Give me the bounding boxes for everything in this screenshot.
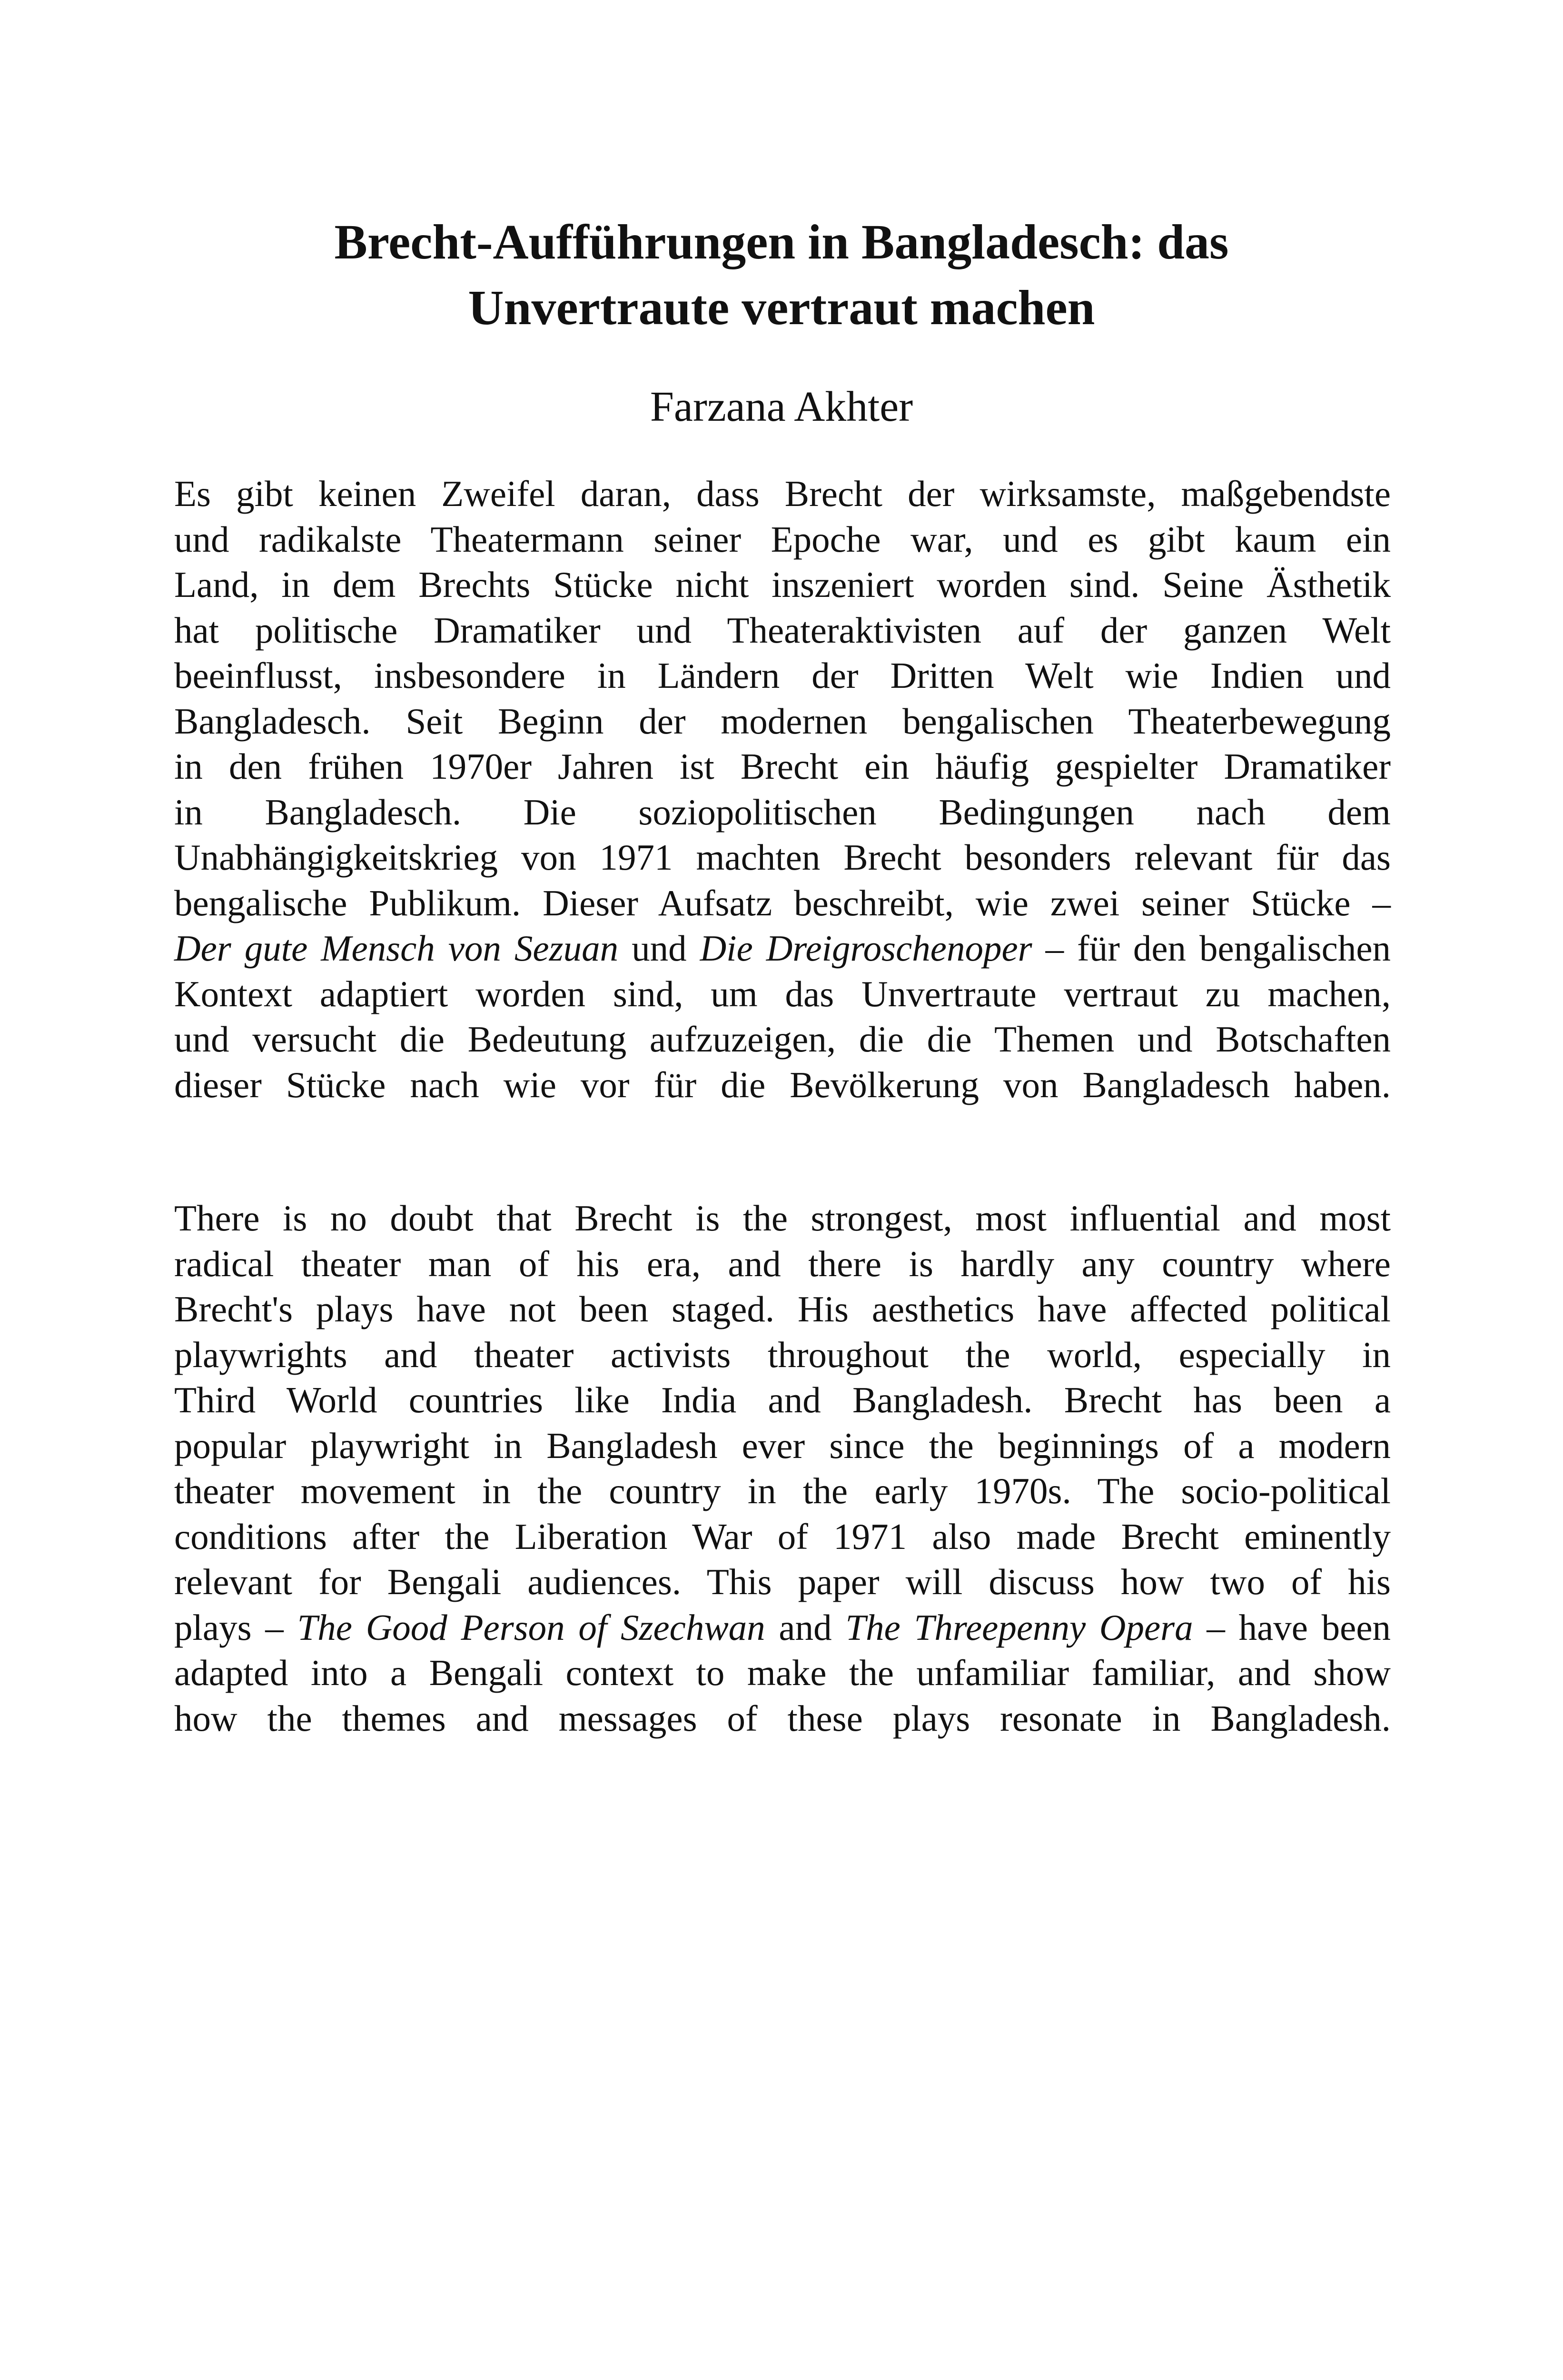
play-title: The Good Person of Szechwan (297, 1606, 765, 1648)
abstract-line: Kontext adaptiert worden sind, um das Unvertraute vertraut zu machen, (174, 973, 1391, 1014)
abstract-line: radical theater man of his era, and there is hardly any country where (174, 1243, 1391, 1284)
abstract-line: Bangladesch. Seit Beginn der modernen bengalischen Theaterbewegung (174, 700, 1391, 742)
word: dem (1327, 791, 1391, 833)
text-fragment: und (618, 928, 700, 969)
author-name: Farzana Akhter (650, 383, 913, 430)
abstract-line: in den frühen 1970er Jahren ist Brecht ein häufig gespielter Dramatiker (174, 746, 1391, 787)
abstract-line (174, 790, 1391, 835)
abstract-english (174, 1196, 1391, 1741)
word: soziopolitischen (638, 791, 877, 833)
abstract-line: Unabhängigkeitskrieg von 1971 machten Brecht besonders relevant für das (174, 837, 1391, 878)
abstract-line (174, 1605, 1391, 1651)
text-fragment: – have been (1193, 1606, 1391, 1648)
play-title: Der gute Mensch von Sezuan (174, 928, 619, 969)
abstract-line: There is no doubt that Brecht is the strongest, most influential and most (174, 1198, 1391, 1239)
abstract-line: adapted into a Bengali context to make the unfamiliar familiar, and show (174, 1652, 1391, 1693)
abstract-line: Land, in dem Brechts Stücke nicht inszeniert worden sind. Seine Ästhetik (174, 564, 1391, 605)
abstract-line: relevant for Bengali audiences. This paper will discuss how two of his (174, 1561, 1391, 1602)
play-title: The Threepenny Opera (845, 1606, 1193, 1648)
abstract-line: playwrights and theater activists throughout the world, especially in (174, 1334, 1391, 1375)
abstract-line: dieser Stücke nach wie vor für die Bevölkerung von Bangladesch haben. (174, 1064, 1391, 1105)
abstract-line: beeinflusst, insbesondere in Ländern der Dritten Welt wie Indien und (174, 655, 1391, 696)
word: in (174, 791, 203, 833)
abstract-line: Third World countries like India and Bangladesh. Brecht has been a (174, 1379, 1391, 1420)
abstract-line: hat politische Dramatiker und Theateraktivisten auf der ganzen Welt (174, 609, 1391, 651)
abstract-german (174, 471, 1391, 1108)
abstract-line: und radikalste Theatermann seiner Epoche war, und es gibt kaum ein (174, 518, 1391, 560)
abstract-line (174, 926, 1391, 972)
abstract-line: Brecht's plays have not been staged. His aesthetics have affected political (174, 1289, 1391, 1329)
abstract-line: how the themes and messages of these plays resonate in Bangladesh. (174, 1697, 1391, 1739)
text-fragment: plays – (174, 1606, 297, 1648)
abstract-line: popular playwright in Bangladesh ever since the beginnings of a modern (174, 1425, 1391, 1466)
abstract-line: bengalische Publikum. Dieser Aufsatz beschreibt, wie zwei seiner Stücke – (174, 882, 1391, 923)
word: nach (1196, 791, 1266, 833)
play-title: Die Dreigroschenoper (700, 928, 1032, 969)
text-fragment: and (765, 1606, 846, 1648)
abstract-line: Es gibt keinen Zweifel daran, dass Brecht der wirksamste, maßgebendste (174, 473, 1391, 514)
abstract-line: conditions after the Liberation War of 1971 also made Brecht eminently (174, 1516, 1391, 1557)
title-line-2: Unvertraute vertraut machen (468, 280, 1095, 335)
abstract-line: theater movement in the country in the early 1970s. The socio-political (174, 1470, 1391, 1511)
article-title (143, 209, 1420, 341)
word: Die (523, 791, 576, 833)
abstract-line: und versucht die Bedeutung aufzuzeigen, die die Themen und Botschaften (174, 1019, 1391, 1060)
word: Bedingungen (939, 791, 1134, 833)
word: Bangladesch. (265, 791, 462, 833)
text-fragment: – für den bengalischen (1032, 928, 1391, 969)
title-line-1: Brecht-Aufführungen in Bangladesch: das (334, 215, 1229, 269)
